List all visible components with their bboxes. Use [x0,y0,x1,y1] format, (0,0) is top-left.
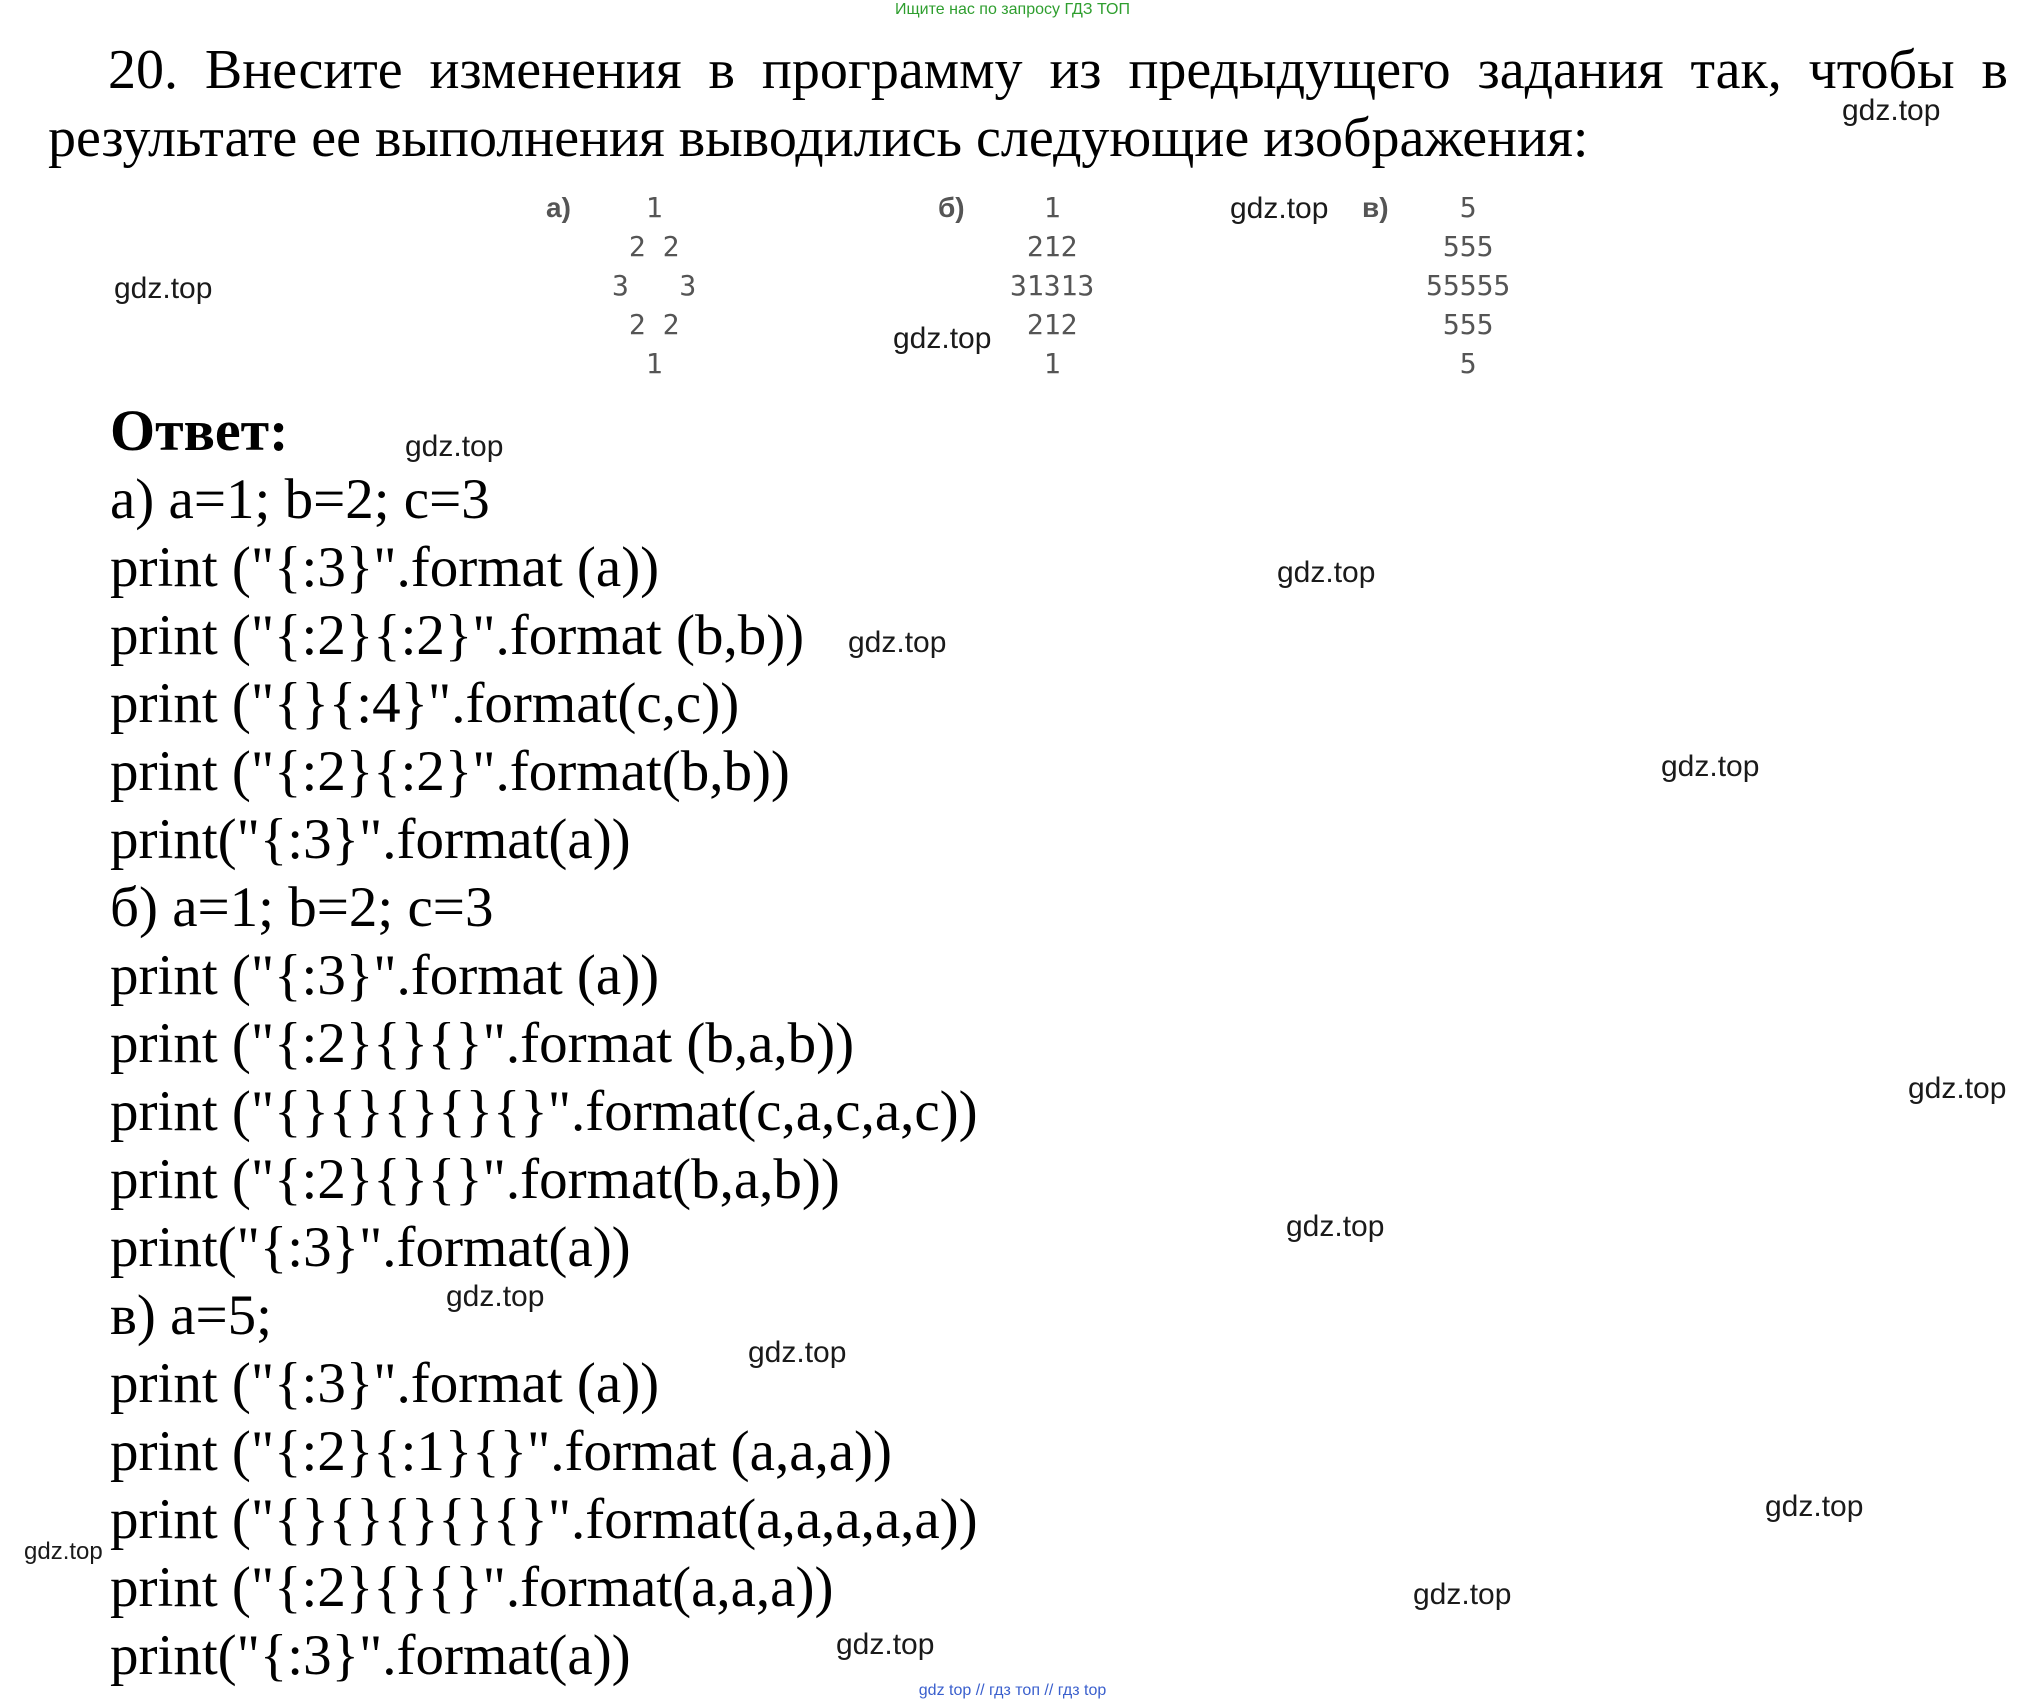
answer-line: print("{:3}".format(a)) [110,808,631,871]
answer-line: print ("{:2}{:2}".format(b,b)) [110,740,790,803]
watermark: gdz.top [446,1280,545,1313]
figure-b-label: б) [938,192,965,223]
answer-line: print("{:3}".format(a)) [110,1216,631,1279]
watermark: gdz.top [748,1336,847,1369]
watermark: gdz.top [405,430,504,463]
answer-line: print ("{}{}{}{}{}".format(a,a,a,a,a)) [110,1488,978,1551]
watermark: gdz.top [1842,94,1941,127]
figure-a-line: 1 [612,347,663,380]
answer-line: print ("{:2}{:1}{}".format (a,a,a)) [110,1420,893,1483]
answer-title: Ответ: [110,398,289,463]
watermark: gdz.top [1413,1578,1512,1611]
figure-b-line: 1 [1010,191,1061,224]
answer-line: print("{:3}".format(a)) [110,1624,631,1687]
figure-a-label: а) [546,192,571,223]
watermark: gdz.top [1286,1210,1385,1243]
figure-a-line: 1 [612,191,663,224]
figure-a [612,188,696,383]
answer-line: print ("{:2}{}{}".format(b,a,b)) [110,1148,840,1211]
figure-v-line: 5 [1426,347,1477,380]
watermark: gdz.top [1765,1490,1864,1523]
answer-line: print ("{:2}{:2}".format (b,b)) [110,604,805,667]
answer-line: print ("{:3}".format (a)) [110,1352,660,1415]
watermark: gdz.top [1277,556,1376,589]
answer-line: а) a=1; b=2; c=3 [110,468,490,531]
figure-a-line: 3 3 [612,269,697,302]
footer: gdz top // гдз топ // гдз top [918,1682,1107,1699]
answer-line: б) a=1; b=2; c=3 [110,876,494,939]
watermark: gdz.top [1661,750,1760,783]
figure-a-line: 2 2 [612,230,680,263]
watermark: gdz.top [1230,192,1329,225]
figure-a-line: 2 2 [612,308,680,341]
watermark: gdz.top [893,322,992,355]
answer-line: print ("{:3}".format (a)) [110,944,660,1007]
figure-v-label: в) [1362,192,1389,223]
figure-b-line: 31313 [1010,269,1095,302]
watermark: gdz.top [848,626,947,659]
task-text: 20. Внесите изменения в программу из предыдущего задания так, чтобы в результате ее выполнения выводились следующие изображения: [48,39,2008,169]
watermark: gdz.top [114,272,213,305]
figure-v-line: 555 [1426,230,1494,263]
figure-v [1426,188,1510,383]
figure-b-line: 1 [1010,347,1061,380]
answer-line: в) a=5; [110,1284,272,1347]
figure-v-line: 55555 [1426,269,1511,302]
watermark: gdz.top [1908,1072,2007,1105]
answer-line: print ("{:2}{}{}".format(a,a,a)) [110,1556,834,1619]
figure-b-line: 212 [1010,230,1078,263]
figure-v-line: 555 [1426,308,1494,341]
figure-b [1010,188,1094,383]
top-banner: Ищите нас по запросу ГДЗ ТОП [895,1,1130,18]
figure-v-line: 5 [1426,191,1477,224]
watermark: gdz.top [24,1538,103,1565]
figure-b-line: 212 [1010,308,1078,341]
watermark: gdz.top [836,1628,935,1661]
answer-line: print ("{:3}".format (a)) [110,536,660,599]
answer-line: print ("{}{:4}".format(c,c)) [110,672,740,735]
answer-line: print ("{:2}{}{}".format (b,a,b)) [110,1012,855,1075]
answer-line: print ("{}{}{}{}{}".format(c,a,c,a,c)) [110,1080,978,1143]
